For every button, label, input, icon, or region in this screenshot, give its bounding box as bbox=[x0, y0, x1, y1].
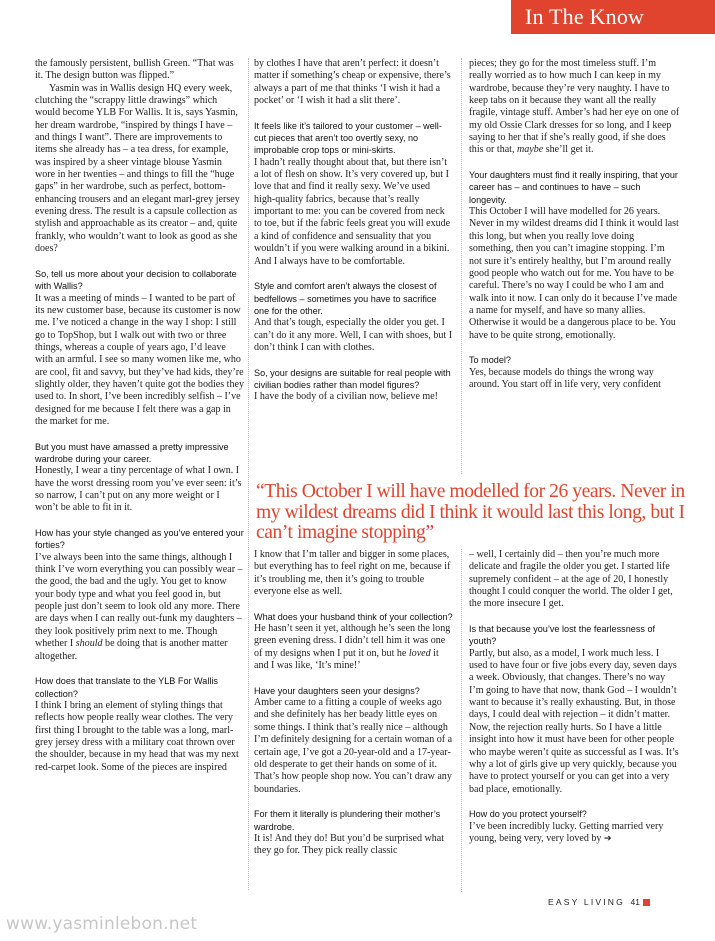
emphasis-text: should bbox=[75, 638, 103, 650]
question-heading: Have your daughters seen your designs? bbox=[254, 685, 420, 696]
column-divider bbox=[461, 58, 462, 474]
question-heading: What does your husband think of your collection? bbox=[254, 611, 453, 622]
question-heading: But you must have amassed a pretty impressive wardrobe during your career. bbox=[35, 441, 229, 464]
question-heading: So, tell us more about your decision to collaborate with Wallis? bbox=[35, 268, 237, 292]
answer-text: it and I was like, ‘It’s mine!’ bbox=[254, 647, 439, 672]
column-divider bbox=[461, 549, 462, 892]
column-divider bbox=[248, 58, 249, 890]
question-heading: Is that because you’ve lost the fearlessness of youth? bbox=[469, 624, 656, 647]
page-footer bbox=[548, 897, 650, 907]
paragraph-text: pieces; they go for the most timeless stuff. I’m really worried as to how much I can keep in my wardrobe, because they’re very naughty. I have to keep tabs on it because they want all the really fragile, vintage stuff. Amber’s had her eye on one of my old Ossie Clark dresses for so long, and I keep saying to her that if she’s really good, if she does this or that, bbox=[469, 58, 680, 156]
paragraph-text: she’ll get it. bbox=[543, 144, 594, 156]
question-heading: How does that translate to the YLB For Wallis collection? bbox=[35, 676, 218, 699]
article-column-1 bbox=[35, 58, 244, 888]
question-heading: For them it literally is plundering their mother’s wardrobe. bbox=[254, 809, 441, 832]
square-bullet-icon bbox=[643, 899, 650, 906]
question-heading: How has your style changed as you’ve entered your forties? bbox=[35, 528, 244, 551]
question-heading: So, your designs are suitable for real people with civilian bodies rather than model figures? bbox=[254, 367, 451, 390]
answer-paragraph: Amber came to a fitting a couple of weeks ago and she definitely has her beady little eyes on some things. I think that’s really nice – although I’m definitely designing for a certain woman of a certain age, I’ve got a 20-year-old and a 17-year-old desperate to get their hands on some of it. That’s how people shop now. You can’t draw any boundaries. bbox=[254, 697, 453, 795]
watermark: www.yasminlebon.net bbox=[6, 914, 198, 934]
answer-paragraph bbox=[469, 821, 680, 846]
answer-paragraph: Yes, because models do things the wrong way around. You start off in life very, very confident bbox=[469, 366, 661, 390]
answer-paragraph: I have the body of a civilian now, believe me! bbox=[254, 391, 439, 403]
answer-paragraph: It was a meeting of minds – I wanted to be part of its new customer base, because its customer is now me. I’ve noticed a change in the way I shop: I still go to TopShop, but I walk out with two or three things, whereas a couple of years ago, I’d leave with an armful. I see so many women like me, who are cool, fit and savvy, but they’ve had kids, they’re slightly older, they haven’t quite got the bodies they used to. In short, I’ve been incredibly selfish – I’ve designed for me because I felt there was a gap in the market for me. bbox=[35, 292, 244, 427]
answer-text: be doing that is another matter altogether. bbox=[35, 638, 228, 662]
article-column-2 bbox=[254, 58, 453, 478]
article-column-3 bbox=[469, 58, 680, 478]
paragraph: I know that I’m taller and bigger in some places, but everything has to feel right on me, because if it’s troubling me, then it’s going to trouble everyone else as well. bbox=[254, 549, 451, 598]
answer-text: I’ve been incredibly lucky. Getting married very young, being very, very loved by bbox=[469, 820, 664, 844]
continue-arrow-icon: ➔ bbox=[603, 833, 612, 844]
question-heading: To model? bbox=[469, 355, 511, 366]
answer-paragraph bbox=[35, 552, 244, 663]
answer-paragraph: And that’s tough, especially the older you get. I can’t do it any more. Well, I can with shoes, but I don’t think I can with clothes. bbox=[254, 317, 453, 353]
answer-paragraph: Honestly, I wear a tiny percentage of what I own. I have the worst dressing room you’ve ever seen: it’s so narrow, I can’t put on any more weight or I won’t be able to fit in it. bbox=[35, 465, 242, 514]
answer-paragraph: I think I bring an element of styling things that reflects how people really wear clothes. The very first thing I brought to the table was a long, marl-grey jersey dress with a military coat thrown over the shoulder, because in my head that was my next red-carpet look. Some of the pieces are inspired bbox=[35, 699, 239, 773]
answer-paragraph: This October I will have modelled for 26 years. Never in my wildest dreams did I think it would last this long, but when you really love doing something, then you can’t imagine stopping. I’m not sure it’s entirely healthy, but I’m around really good people who watch out for me. You have to be careful. There’s no way I could be who I am and walk into it now. I can only do it because I’ve made a name for myself, and have so many allies. Otherwise it would be a dangerous place to be. You have to be quite strong, emotionally. bbox=[469, 206, 679, 341]
answer-paragraph: I hadn’t really thought about that, but there isn’t a lot of flesh on show. It’s very covered up, but I love that and find it really sexy. We’ve used high-quality fabrics, because that’s really important to me: you can be covered from neck to toe, but if the fabric feels great you will exude a kind of confidence and sensuality that you wouldn’t if you were walking around in a bikini. And I always have to be comfortable. bbox=[254, 156, 451, 267]
paragraph: the famously persistent, bullish Green. “That was it. The design button was flipped.” bbox=[35, 58, 234, 82]
answer-text: I’ve always been into the same things, although I think I’ve worn everything you can possibly wear – the good, the bad and the ugly. You get to know your body type and what you feel good in, but people just don’t seem to look old any more. There are days when I can really out-funk my daughters – they look positively prim next to me. Though whether I bbox=[35, 551, 243, 650]
section-banner: In The Know bbox=[511, 0, 715, 34]
article-column-2-lower bbox=[254, 549, 453, 891]
magazine-name: EASY LIVING bbox=[548, 897, 625, 907]
paragraph: Yasmin was in Wallis design HQ every week, clutching the “scrappy little drawings” which would become YLB For Wallis. It is, says Yasmin, her dream wardrobe, “inspired by things I have – and things I want”. There are improvements to items she already has – a tea dress, for example, was inspired by a sheer vintage blouse Yasmin wore in her twenties – and things to fill the “huge gaps” in her wardrobe, such as perfect, bottom-enhancing trousers and an elegant marl-grey jersey evening dress. The result is a capsule collection as stylish and approachable as its creator – and, quite frankly, who wouldn’t want to look as good as she does? bbox=[35, 82, 240, 255]
question-heading: It feels like it’s tailored to your customer – well-cut pieces that aren’t too overtly sexy, no improbable crop tops or mini-skirts. bbox=[254, 120, 442, 156]
answer-paragraph bbox=[254, 623, 453, 672]
paragraph: by clothes I have that aren’t perfect: it doesn’t matter if something’s cheap or expensive, there’s always a part of me that thinks ‘I wish it had a pocket’ or ‘I wish it had a slit there’. bbox=[254, 58, 451, 107]
pull-quote: “This October I will have modelled for 26 years. Never in my wildest dreams did I think it would last this long, but I can’t imagine stopping” bbox=[256, 481, 685, 544]
answer-paragraph: It is! And they do! But you’d be surprised what they go for. They pick really classic bbox=[254, 832, 445, 857]
question-heading: How do you protect yourself? bbox=[469, 809, 587, 820]
paragraph: – well, I certainly did – then you’re much more delicate and fragile the older you get. I started life supremely confident – at the age of 20, I honestly thought I could conquer the world. The older I get, the more insecure I get. bbox=[469, 549, 673, 610]
answer-paragraph: Partly, but also, as a model, I work much less. I used to have four or five jobs every day, seven days a week. Obviously, that changes. There’s no way I’m going to have that now, thank God – I wouldn’t want to because it’s really exhausting. But, in those days, I could deal with rejection – it didn’t matter. Now, the rejection really hurts. So I have a little insight into how it must have been for other people who maybe weren’t quite as successful as I was. It’s why a lot of girls give up very quickly, because you have to protect yourself or you can get into a very bad place, emotionally. bbox=[469, 647, 679, 795]
question-heading: Style and comfort aren’t always the closest of bedfellows – sometimes you have to sacrifice one for the other. bbox=[254, 281, 437, 316]
emphasis-text: maybe bbox=[517, 144, 544, 156]
emphasis-text: loved bbox=[408, 647, 431, 659]
page-number: 41 bbox=[630, 897, 640, 907]
paragraph bbox=[469, 58, 680, 157]
answer-text: He hasn’t seen it yet, although he’s seen the long green evening dress. I didn’t tell him it was one of my designs when I put it on, but he bbox=[254, 623, 451, 659]
question-heading: Your daughters must find it really inspiring, that your career has – and continues to have – such longevity. bbox=[469, 170, 678, 205]
article-column-3-lower bbox=[469, 549, 680, 891]
